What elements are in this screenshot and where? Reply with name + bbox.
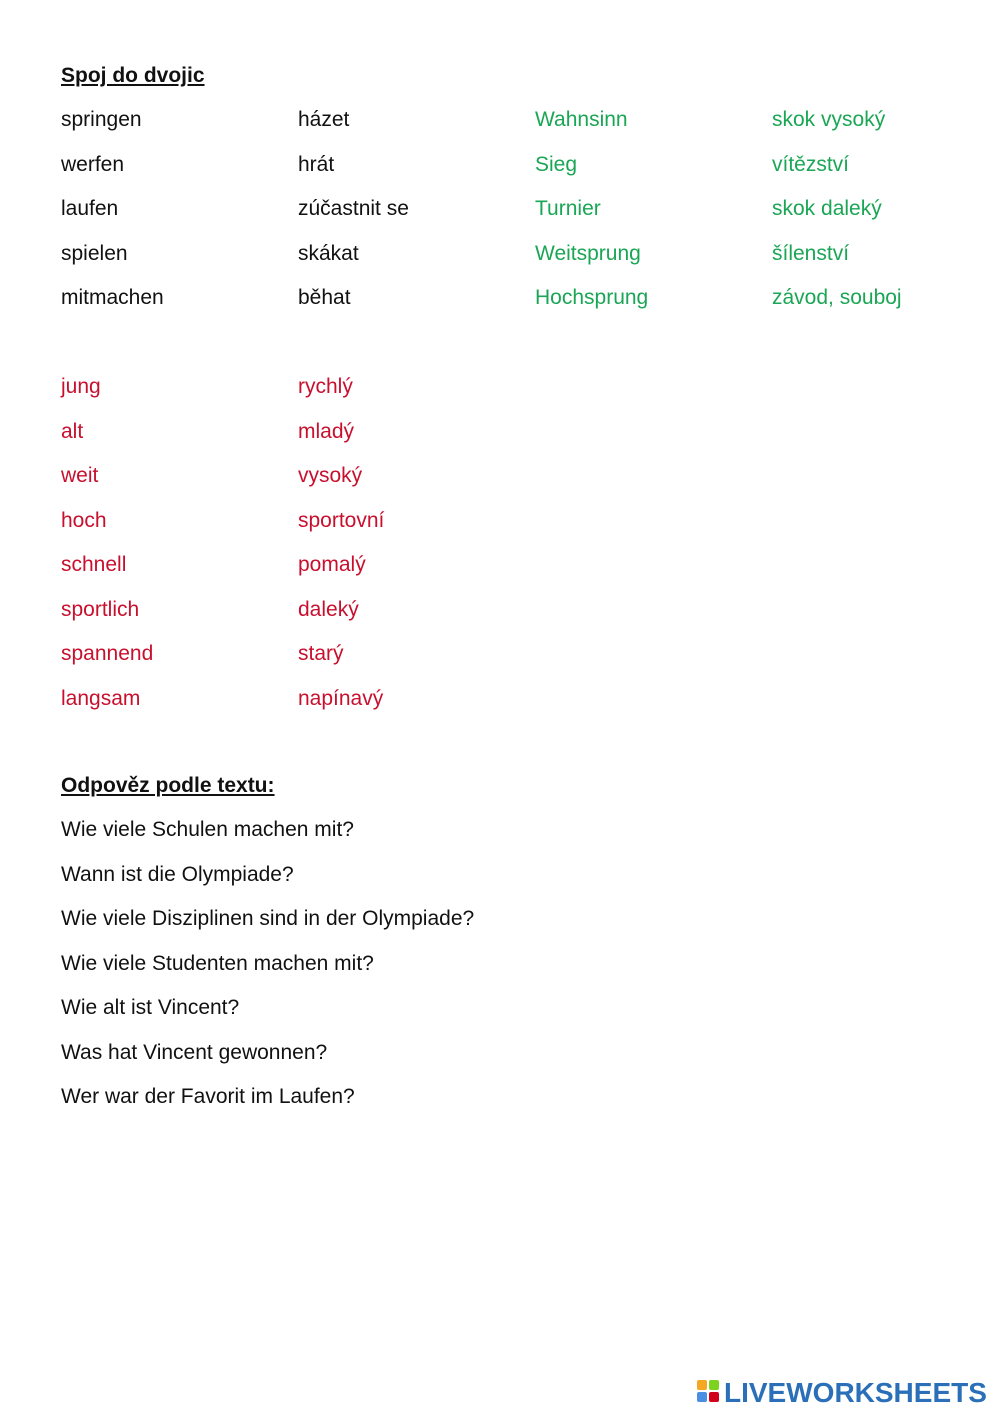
czech-adjective: starý xyxy=(298,642,344,665)
german-noun: Wahnsinn xyxy=(535,108,628,131)
list-item: Wie viele Disziplinen sind in der Olympiade? xyxy=(61,907,475,930)
german-verb: spielen xyxy=(61,241,128,265)
list-item: Wie viele Studenten machen mit? xyxy=(61,951,374,975)
german-noun: Sieg xyxy=(535,152,578,176)
table-row xyxy=(61,197,1000,242)
table-row xyxy=(61,553,535,598)
german-verb: springen xyxy=(61,108,142,131)
czech-verb: běhat xyxy=(298,286,351,309)
german-verb: werfen xyxy=(61,152,125,176)
section-title-match-pairs: Spoj do dvojic xyxy=(61,64,205,87)
list-item: Wer war der Favorit im Laufen? xyxy=(61,1085,355,1108)
german-adjective: jung xyxy=(61,375,101,398)
czech-verb: házet xyxy=(298,108,350,131)
czech-adjective: rychlý xyxy=(298,375,353,398)
czech-adjective: sportovní xyxy=(298,508,385,532)
czech-verb: zúčastnit se xyxy=(298,197,409,220)
liveworksheets-logo-icon xyxy=(697,1380,721,1406)
table-row xyxy=(61,598,535,643)
table-row xyxy=(61,153,1000,198)
german-adjective: schnell xyxy=(61,553,127,576)
german-verb: laufen xyxy=(61,197,119,220)
german-verb: mitmachen xyxy=(61,286,164,309)
list-item: Wann ist die Olympiade? xyxy=(61,862,294,886)
german-adjective: weit xyxy=(61,464,99,487)
logo-text: LIVEWORKSHEETS xyxy=(724,1377,987,1408)
match-adjectives-grid xyxy=(61,375,535,731)
czech-verb: hrát xyxy=(298,152,335,176)
table-row xyxy=(61,509,535,554)
german-noun: Weitsprung xyxy=(535,241,641,265)
german-noun: Hochsprung xyxy=(535,286,649,309)
german-adjective: hoch xyxy=(61,508,107,532)
czech-noun: skok vysoký xyxy=(772,108,886,131)
table-row xyxy=(61,108,1000,153)
german-adjective: langsam xyxy=(61,686,141,710)
czech-adjective: pomalý xyxy=(298,553,366,576)
czech-adjective: napínavý xyxy=(298,686,384,710)
section-title-answer-questions: Odpověz podle textu: xyxy=(61,774,275,797)
question-list xyxy=(61,818,474,1130)
table-row xyxy=(61,242,1000,287)
czech-noun: vítězství xyxy=(772,152,850,176)
list-item: Was hat Vincent gewonnen? xyxy=(61,1040,328,1064)
czech-noun: šílenství xyxy=(772,241,850,265)
czech-noun: skok daleký xyxy=(772,197,882,220)
czech-adjective: vysoký xyxy=(298,464,363,487)
german-adjective: spannend xyxy=(61,642,154,665)
czech-verb: skákat xyxy=(298,241,359,265)
list-item: Wie alt ist Vincent? xyxy=(61,996,240,1019)
german-adjective: sportlich xyxy=(61,597,140,621)
czech-adjective: daleký xyxy=(298,597,359,621)
german-adjective: alt xyxy=(61,419,84,443)
czech-noun: závod, souboj xyxy=(772,286,902,309)
table-row xyxy=(61,286,1000,331)
table-row xyxy=(61,642,535,687)
liveworksheets-logo xyxy=(697,1378,987,1408)
table-row xyxy=(61,687,535,732)
list-item: Wie viele Schulen machen mit? xyxy=(61,818,354,841)
table-row xyxy=(61,375,535,420)
match-verbs-nouns-grid xyxy=(61,108,1000,331)
german-noun: Turnier xyxy=(535,197,601,220)
czech-adjective: mladý xyxy=(298,419,355,443)
table-row xyxy=(61,464,535,509)
table-row xyxy=(61,420,535,465)
